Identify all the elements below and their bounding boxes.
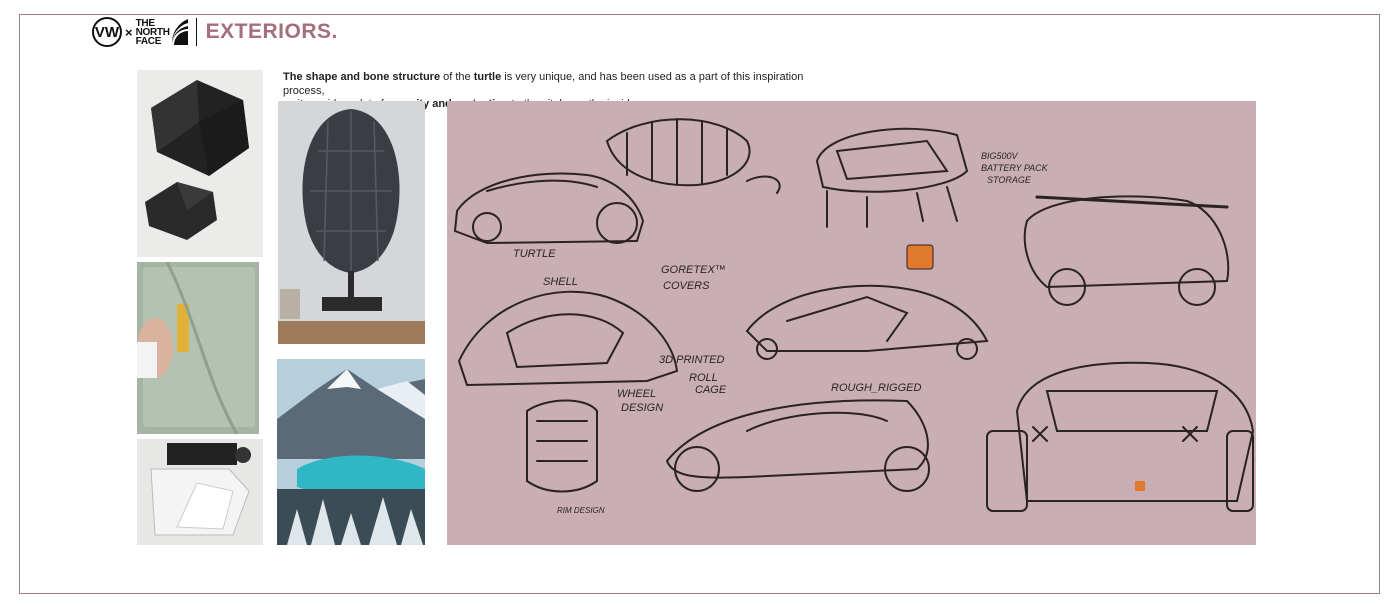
sketch-label-rough: ROUGH_RIGGED bbox=[831, 382, 922, 394]
sketch-label-wheel: WHEEL bbox=[617, 388, 657, 400]
mood-image-geometric-forms bbox=[137, 70, 263, 257]
sketch-label-turtle: TURTLE bbox=[513, 248, 556, 260]
intro-text-1b: is very unique, and has been used as a part of this inspiration process, bbox=[283, 71, 804, 97]
intro-bold-3: and bbox=[432, 98, 452, 110]
intro-text-1a: of the bbox=[440, 71, 474, 83]
north-face-logo-icon bbox=[172, 19, 188, 45]
brand-header bbox=[92, 16, 338, 48]
page-title: EXTERIORS. bbox=[205, 20, 338, 43]
sketch-label-cage: CAGE bbox=[695, 384, 727, 396]
sketch-label-battery-1: BIG500V bbox=[981, 151, 1018, 161]
sketch-label-goretex: GORETEX™ bbox=[661, 264, 726, 276]
intro-bold-1: The shape and bone structure bbox=[283, 71, 441, 83]
header-divider bbox=[196, 18, 197, 46]
sketch-label-roll: ROLL bbox=[689, 372, 718, 384]
sketch-label-rim: RIM DESIGN bbox=[557, 506, 605, 515]
vw-logo-icon: VW bbox=[92, 17, 122, 47]
concept-sketch-sheet bbox=[447, 101, 1256, 545]
tnf-line-2: NORTH bbox=[135, 26, 170, 38]
mood-image-frosted-panel bbox=[137, 262, 259, 434]
sketch-label-battery-3: STORAGE bbox=[987, 175, 1031, 185]
mood-image-mountain-lake bbox=[277, 359, 425, 545]
tnf-line-1: THE bbox=[135, 17, 155, 29]
sketch-label-shell: SHELL bbox=[543, 276, 578, 288]
north-face-wordmark bbox=[136, 19, 170, 46]
tnf-line-3: FACE bbox=[135, 35, 162, 47]
sketch-label-covers: COVERS bbox=[663, 280, 710, 292]
sketch-label-design: DESIGN bbox=[621, 402, 664, 414]
mood-image-turtle-shell bbox=[278, 101, 425, 344]
intro-bold-2: turtle bbox=[473, 71, 502, 83]
brand-cross: × bbox=[125, 24, 133, 40]
sketch-label-battery-2: BATTERY PACK bbox=[981, 163, 1048, 173]
sketch-label-3d-printed: 3D PRINTED bbox=[659, 354, 725, 366]
mood-image-device-enclosure bbox=[137, 439, 263, 545]
